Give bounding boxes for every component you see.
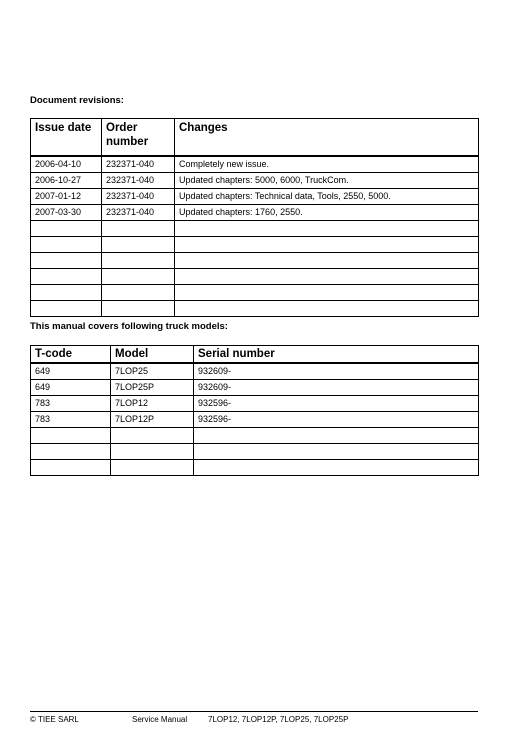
model-row xyxy=(31,460,479,476)
page-footer xyxy=(30,711,478,724)
table-cell xyxy=(31,253,102,269)
table-cell xyxy=(31,269,102,285)
revision-row xyxy=(31,189,479,205)
column-header-issue-date: Issue date xyxy=(31,119,102,157)
table-cell: Updated chapters: Technical data, Tools, 2550, 5000. xyxy=(175,189,479,205)
table-cell: 7LOP12 xyxy=(111,396,194,412)
table-cell xyxy=(175,285,479,301)
revision-row xyxy=(31,253,479,269)
table-cell xyxy=(194,460,479,476)
table-cell xyxy=(175,269,479,285)
revision-row xyxy=(31,269,479,285)
table-cell xyxy=(175,221,479,237)
table-cell xyxy=(194,428,479,444)
table-cell xyxy=(31,301,102,317)
table-cell: 232371-040 xyxy=(102,189,175,205)
table-cell xyxy=(102,269,175,285)
footer-models: 7LOP12, 7LOP12P, 7LOP25, 7LOP25P xyxy=(208,715,349,724)
table-cell: 932609- xyxy=(194,363,479,380)
column-header-serial-number: Serial number xyxy=(194,346,479,364)
table-cell: 932596- xyxy=(194,412,479,428)
table-cell: Updated chapters: 1760, 2550. xyxy=(175,205,479,221)
table-cell: 7LOP25 xyxy=(111,363,194,380)
table-cell: 232371-040 xyxy=(102,173,175,189)
column-header-order-number: Order number xyxy=(102,119,175,157)
table-cell xyxy=(31,428,111,444)
model-row xyxy=(31,412,479,428)
truck-models-table xyxy=(30,345,479,476)
table-cell xyxy=(111,460,194,476)
revisions-heading: Document revisions: xyxy=(30,95,124,106)
models-header-row xyxy=(31,346,479,364)
table-cell: 649 xyxy=(31,363,111,380)
table-cell xyxy=(111,444,194,460)
table-cell xyxy=(175,237,479,253)
revision-row xyxy=(31,156,479,173)
table-cell: 7LOP12P xyxy=(111,412,194,428)
table-cell xyxy=(102,237,175,253)
column-header-changes: Changes xyxy=(175,119,479,157)
footer-copyright: © TIEE SARL xyxy=(30,715,79,724)
model-row xyxy=(31,380,479,396)
model-row xyxy=(31,444,479,460)
table-cell: 649 xyxy=(31,380,111,396)
revision-row xyxy=(31,237,479,253)
table-cell: 783 xyxy=(31,396,111,412)
table-cell xyxy=(194,444,479,460)
revision-row xyxy=(31,285,479,301)
table-cell xyxy=(102,253,175,269)
table-cell: Updated chapters: 5000, 6000, TruckCom. xyxy=(175,173,479,189)
revisions-table xyxy=(30,118,479,317)
table-cell: 783 xyxy=(31,412,111,428)
table-cell: 2007-01-12 xyxy=(31,189,102,205)
table-cell: 932596- xyxy=(194,396,479,412)
table-cell xyxy=(102,301,175,317)
models-heading: This manual covers following truck models: xyxy=(30,321,228,332)
table-cell xyxy=(175,253,479,269)
table-cell: 2007-03-30 xyxy=(31,205,102,221)
table-cell xyxy=(102,285,175,301)
column-header-model: Model xyxy=(111,346,194,364)
revisions-header-row xyxy=(31,119,479,157)
revision-row xyxy=(31,301,479,317)
model-row xyxy=(31,363,479,380)
table-cell xyxy=(31,460,111,476)
table-cell: 2006-04-10 xyxy=(31,156,102,173)
table-cell xyxy=(111,428,194,444)
table-cell: Completely new issue. xyxy=(175,156,479,173)
table-cell: 932609- xyxy=(194,380,479,396)
revision-row xyxy=(31,205,479,221)
table-cell xyxy=(31,237,102,253)
revision-row xyxy=(31,221,479,237)
table-cell: 2006-10-27 xyxy=(31,173,102,189)
revision-row xyxy=(31,173,479,189)
footer-doc-type: Service Manual xyxy=(132,715,188,724)
column-header-t-code: T-code xyxy=(31,346,111,364)
table-cell xyxy=(31,221,102,237)
table-cell xyxy=(31,444,111,460)
model-row xyxy=(31,396,479,412)
table-cell xyxy=(175,301,479,317)
model-row xyxy=(31,428,479,444)
table-cell: 232371-040 xyxy=(102,156,175,173)
table-cell: 232371-040 xyxy=(102,205,175,221)
table-cell xyxy=(102,221,175,237)
table-cell: 7LOP25P xyxy=(111,380,194,396)
table-cell xyxy=(31,285,102,301)
